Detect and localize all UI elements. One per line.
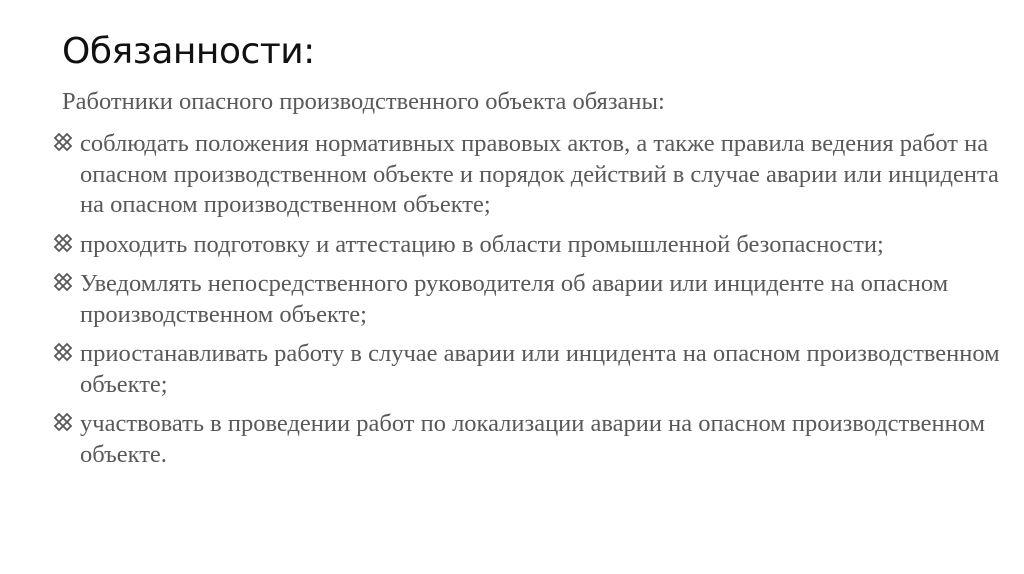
list-item: [50, 269, 1000, 330]
list-item: [50, 230, 1000, 261]
list-item: [50, 129, 1000, 221]
list-item-text: проходить подготовку и аттестацию в области промышленной безопасности;: [80, 230, 884, 258]
list-item: [50, 409, 1000, 470]
four-diamond-bullet-icon: [50, 233, 76, 257]
list-item-text: приостанавливать работу в случае аварии или инцидента на опасном производственном объекте;: [80, 340, 1000, 398]
duties-list: [50, 129, 1000, 479]
list-item-text: участвовать в проведении работ по локализации аварии на опасном производственном объекте.: [80, 410, 986, 468]
four-diamond-bullet-icon: [50, 272, 76, 296]
list-item-text: Уведомлять непосредственного руководителя об аварии или инциденте на опасном производственном объекте;: [80, 270, 949, 328]
intro-text: Работники опасного производственного объекта обязаны:: [62, 88, 665, 115]
list-item: [50, 339, 1000, 400]
list-item-text: соблюдать положения нормативных правовых актов, а также правила ведения работ на опасном производственном объекте и порядок действий в случае аварии или инцидента на опасном производственном объекте;: [80, 130, 999, 218]
four-diamond-bullet-icon: [50, 132, 76, 156]
four-diamond-bullet-icon: [50, 412, 76, 436]
four-diamond-bullet-icon: [50, 342, 76, 366]
slide-title: Обязанности:: [62, 31, 315, 72]
